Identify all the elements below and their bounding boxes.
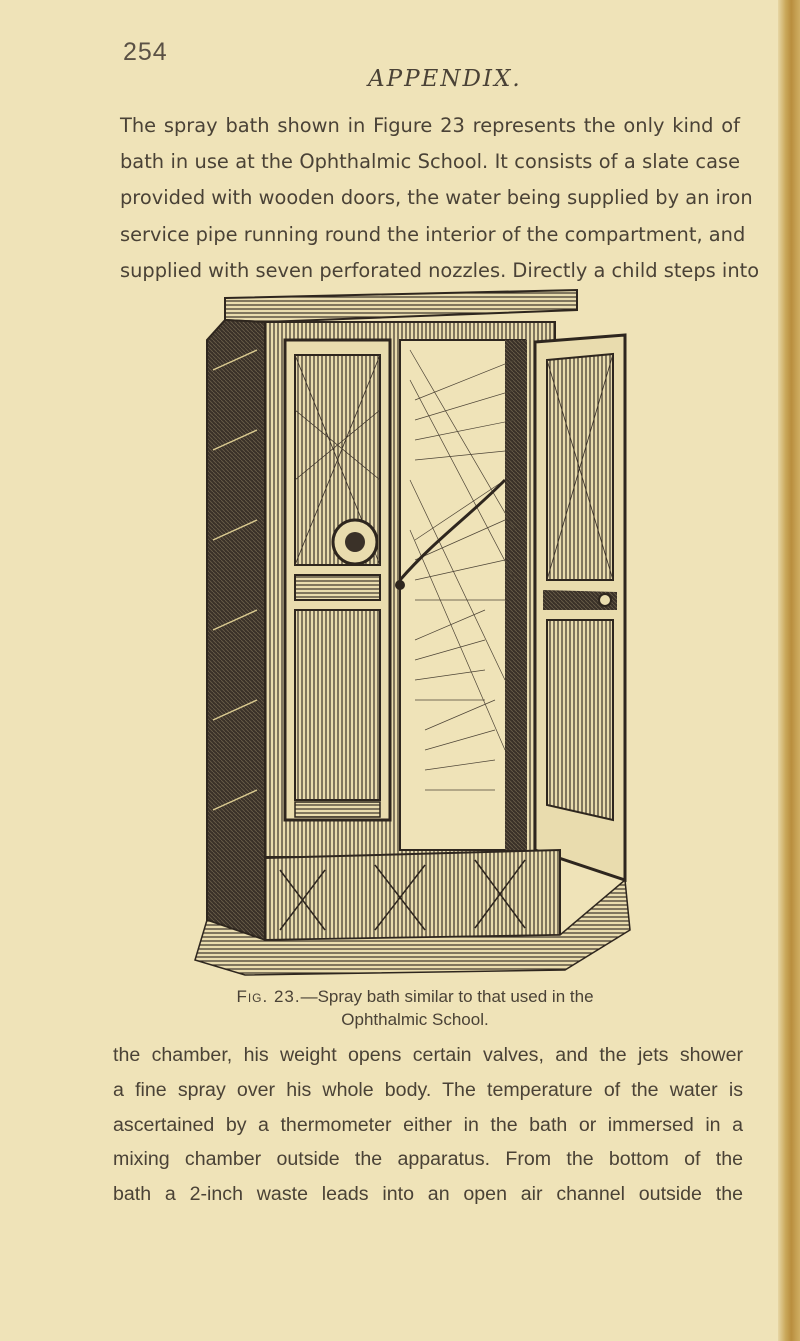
- paragraph-line: bath a 2-inch waste leads into an open air channel outside the: [113, 1183, 743, 1206]
- top-paragraph: [120, 108, 760, 289]
- spray-bath-illustration: [185, 280, 645, 980]
- caption-line-2: Ophthalmic School.: [341, 1010, 489, 1029]
- running-head: APPENDIX.: [368, 66, 522, 92]
- page-edge: [778, 0, 800, 1341]
- paragraph-line: a fine spray over his whole body. The temperature of the water is: [113, 1078, 743, 1101]
- paragraph-line: the chamber, his weight opens certain valves, and the jets shower: [113, 1044, 743, 1066]
- figure-caption: [190, 985, 640, 1031]
- paragraph-line: mixing chamber outside the apparatus. From the bottom of the: [113, 1148, 743, 1171]
- page-number: 254: [123, 38, 168, 66]
- paragraph-line: provided with wooden doors, the water being supplied by an iron: [120, 186, 753, 210]
- paragraph-line: ascertained by a thermometer either in the bath or immersed in a: [113, 1113, 743, 1136]
- paragraph-line: The spray bath shown in Figure 23 represents the only kind of: [120, 114, 740, 137]
- paragraph-line: bath in use at the Ophthalmic School. It consists of a slate case: [120, 150, 740, 174]
- paragraph-line: supplied with seven perforated nozzles. Directly a child steps into: [120, 258, 760, 282]
- paragraph-line: service pipe running round the interior of the compartment, and: [120, 222, 746, 246]
- bottom-paragraph: [113, 1038, 743, 1212]
- figure-label: Fig. 23.: [236, 987, 301, 1006]
- caption-text: —Spray bath similar to that used in the: [300, 987, 594, 1006]
